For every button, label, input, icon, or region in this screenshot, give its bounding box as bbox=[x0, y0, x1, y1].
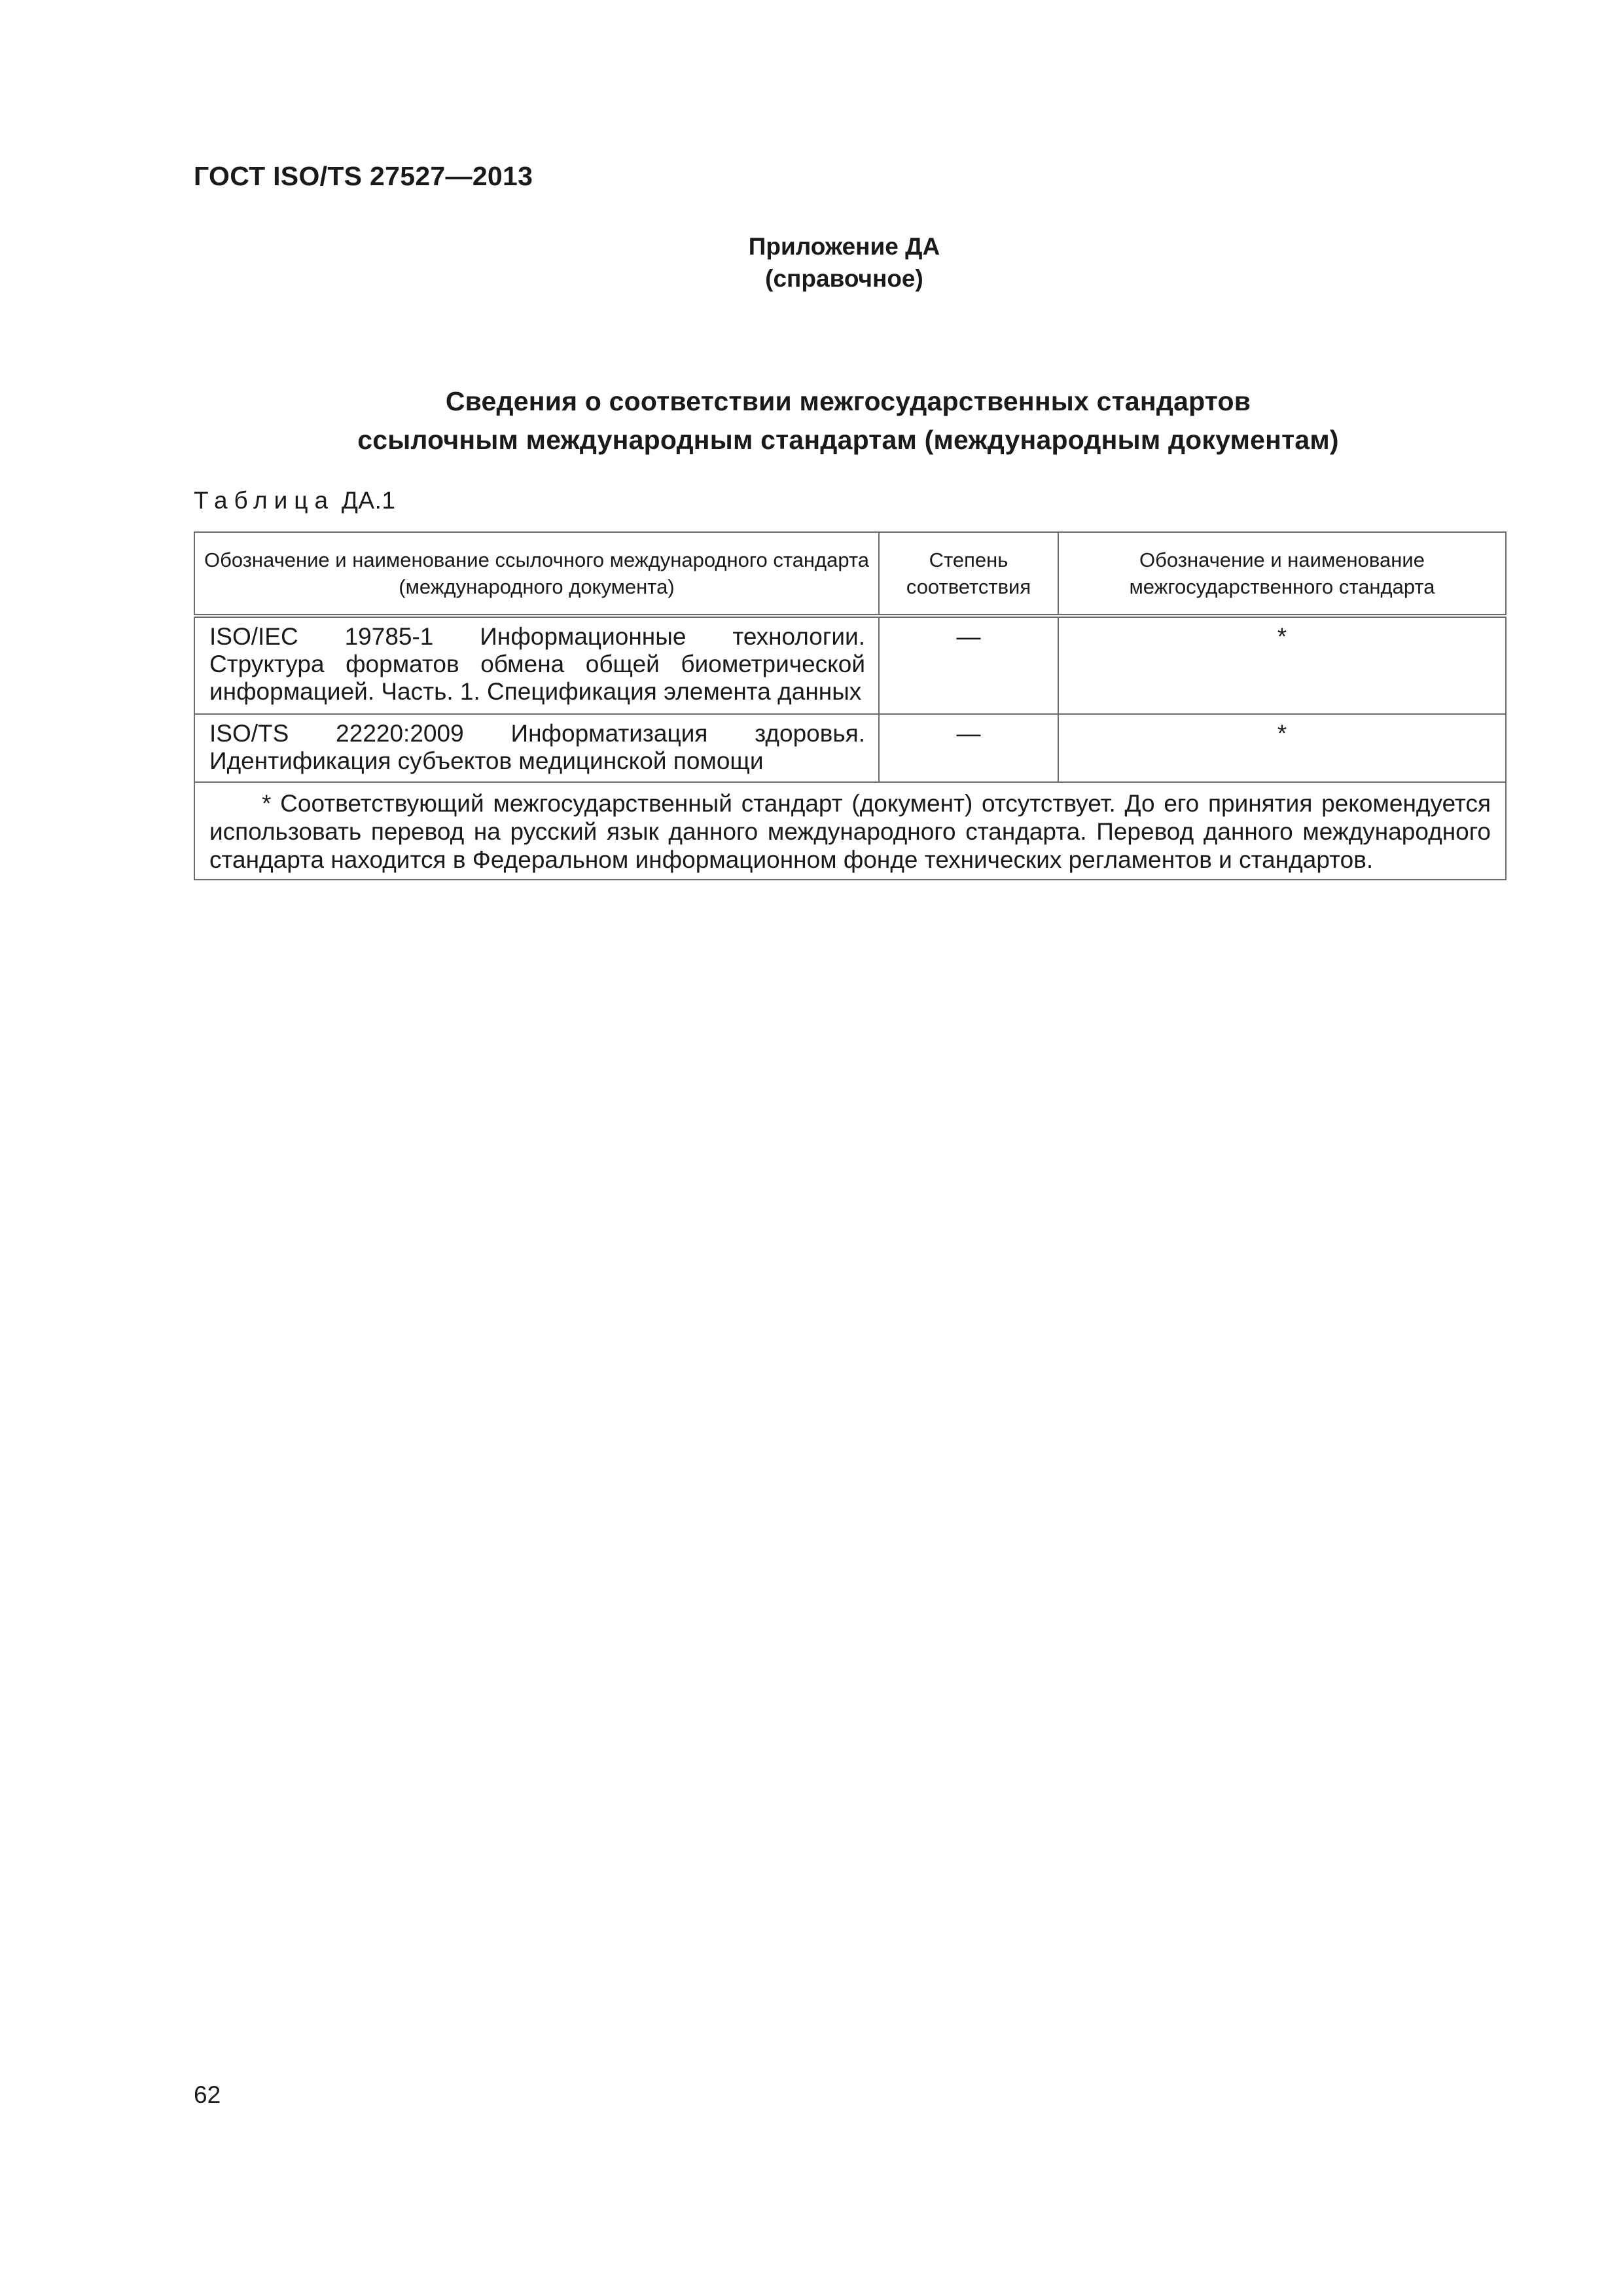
appendix-type: (справочное) bbox=[765, 265, 923, 292]
table-caption-number: ДА.1 bbox=[341, 487, 396, 514]
page-number: 62 bbox=[194, 2081, 221, 2108]
cell-standard-name: ISO/IEC 19785-1 Информационные технологии. Структура форматов обмена общей биометрической информацией. Часть. 1. Спецификация элемента данных bbox=[194, 616, 879, 714]
section-title-line-2: ссылочным международным стандартам (международным документам) bbox=[357, 425, 1339, 455]
header-interstate-standard: Обозначение и наименование межгосударственного стандарта bbox=[1058, 532, 1506, 616]
cell-degree: — bbox=[879, 616, 1058, 714]
cell-standard-name: ISO/TS 22220:2009 Информатизация здоровья. Идентификация субъектов медицинской помощи bbox=[194, 714, 879, 782]
table-note-text: * Соответствующий межгосударственный стандарт (документ) отсутствует. До его принятия рекомендуется использовать перевод на русский язык данного международного стандарта. Перевод данного международного стандарта находится в Федеральном информационном фонде технических регламентов и стандартов. bbox=[209, 790, 1491, 873]
table-note bbox=[194, 782, 1506, 880]
table-header-row bbox=[194, 532, 1506, 616]
section-title bbox=[194, 382, 1503, 459]
appendix-heading bbox=[0, 230, 1623, 295]
correspondence-table bbox=[194, 531, 1507, 880]
header-degree: Степень соответствия bbox=[879, 532, 1058, 616]
table-caption-word: Таблица bbox=[194, 487, 335, 514]
document-code: ГОСТ ISO/TS 27527—2013 bbox=[194, 161, 533, 191]
cell-interstate-standard: * bbox=[1058, 616, 1506, 714]
cell-interstate-standard: * bbox=[1058, 714, 1506, 782]
section-title-line-1: Сведения о соответствии межгосударственных стандартов bbox=[445, 386, 1251, 416]
table-row bbox=[194, 714, 1506, 782]
table-note-row bbox=[194, 782, 1506, 880]
header-international-standard: Обозначение и наименование ссылочного международного стандарта (международного документа) bbox=[194, 532, 879, 616]
table-caption bbox=[194, 487, 395, 514]
appendix-label: Приложение ДА bbox=[748, 233, 940, 260]
table-row bbox=[194, 616, 1506, 714]
cell-degree: — bbox=[879, 714, 1058, 782]
